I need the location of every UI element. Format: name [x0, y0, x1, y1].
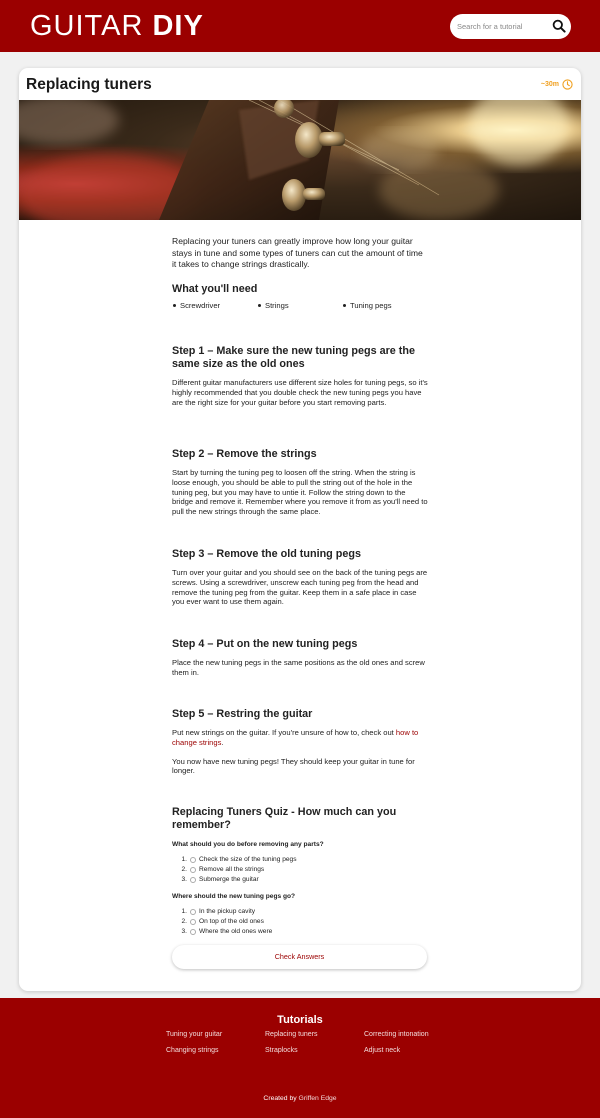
footer-title: Tutorials — [277, 1014, 323, 1026]
quiz-options — [172, 907, 428, 937]
radio-button[interactable] — [190, 877, 196, 883]
step-5 — [172, 708, 428, 776]
radio-button[interactable] — [190, 857, 196, 863]
quiz-option[interactable] — [172, 907, 428, 917]
step-text: Different guitar manufacturers use different size holes for tuning pegs, so it's highly recommended that you double check the new tuning pegs you have are the right size for your guitar before you start removing parts. — [172, 378, 428, 407]
time-estimate-label: ~30m — [540, 81, 559, 88]
site-logo[interactable] — [30, 9, 204, 43]
quiz-heading: Replacing Tuners Quiz - How much can you remember? — [172, 806, 397, 831]
footer-link-correcting-intonation[interactable]: Correcting intonation — [364, 1031, 429, 1038]
list-item: Screwdriver — [172, 301, 257, 310]
radio-button[interactable] — [190, 919, 196, 925]
intro-text: Replacing your tuners can greatly improve how long your guitar stays in tune and some types of tuners can cut the amount of time it takes to change strings drastically. — [172, 236, 423, 269]
site-header — [0, 0, 600, 52]
search-icon[interactable] — [552, 19, 566, 33]
radio-button[interactable] — [190, 867, 196, 873]
option-label: Submerge the guitar — [199, 876, 259, 883]
quiz-option[interactable] — [172, 865, 428, 875]
guitar-headstock-illustration — [19, 100, 581, 220]
search-box — [450, 14, 571, 39]
step-text-after-link: . — [221, 737, 224, 747]
footer-link-adjust-neck[interactable]: Adjust neck — [364, 1047, 401, 1054]
step-text: Place the new tuning pegs in the same positions as the old ones and screw them in. — [172, 658, 425, 677]
option-label: In the pickup cavity — [199, 908, 256, 915]
radio-button[interactable] — [190, 929, 196, 935]
quiz-section — [172, 806, 428, 937]
hero-image — [19, 100, 581, 220]
credit-prefix: Created by — [263, 1095, 299, 1102]
step-heading: Step 4 – Put on the new tuning pegs — [172, 638, 358, 650]
footer-link-changing-strings[interactable]: Changing strings — [166, 1047, 219, 1054]
what-you-need-heading: What you'll need — [172, 282, 258, 295]
author-link[interactable]: Griffen Edge — [298, 1095, 337, 1102]
step-3 — [172, 548, 428, 607]
step-heading: Step 2 – Remove the strings — [172, 448, 317, 460]
quiz-question: What should you do before removing any parts? — [172, 841, 324, 848]
step-heading: Step 1 – Make sure the new tuning pegs are the same size as the old ones — [172, 345, 415, 370]
footer-link-straplocks[interactable]: Straplocks — [265, 1047, 298, 1054]
step-text: Start by turning the tuning peg to loosen off the string. When the string is loose enough, you should be able to pull the string out of the hole in the tuning peg, but you may have to untie it. Follow the string down to the bridge and remove it. Remember where you remove it from as you'll need to pull the new strings through the same place. — [172, 468, 428, 517]
option-label: Where the old ones were — [199, 928, 273, 935]
site-footer — [0, 998, 600, 1118]
search-input[interactable] — [457, 19, 547, 34]
quiz-option[interactable] — [172, 917, 428, 927]
quiz-option[interactable] — [172, 855, 428, 865]
logo-text-bold: DIY — [152, 10, 204, 42]
option-number: 1. — [181, 856, 187, 863]
step-text-before-link: Put new strings on the guitar. If you're unsure of how to, check out — [172, 728, 396, 737]
step-heading: Step 3 – Remove the old tuning pegs — [172, 548, 361, 560]
step-4 — [172, 638, 428, 678]
step-heading: Step 5 – Restring the guitar — [172, 708, 313, 720]
option-number: 2. — [181, 866, 187, 873]
page-title: Replacing tuners — [26, 76, 152, 93]
list-item: Strings — [257, 301, 342, 310]
step-text — [172, 728, 428, 748]
option-label: Check the size of the tuning pegs — [199, 856, 297, 863]
option-number: 3. — [181, 876, 187, 883]
option-number: 2. — [181, 918, 187, 925]
option-number: 3. — [181, 928, 187, 935]
check-answers-button[interactable]: Check Answers — [172, 945, 427, 969]
option-number: 1. — [181, 908, 187, 915]
article-body — [172, 236, 428, 310]
quiz-option[interactable] — [172, 927, 428, 937]
needs-list — [172, 301, 428, 310]
change-strings-link[interactable]: how to change strings — [172, 728, 419, 747]
closing-text: You now have new tuning pegs! They should keep your guitar in tune for longer. — [172, 756, 415, 776]
list-item: Tuning pegs — [342, 301, 427, 310]
radio-button[interactable] — [190, 909, 196, 915]
option-label: Remove all the strings — [199, 866, 265, 873]
time-estimate — [541, 79, 573, 90]
quiz-question: Where should the new tuning pegs go? — [172, 893, 296, 900]
step-text: Turn over your guitar and you should see on the back of the tuning pegs are screws. Using a screwdriver, unscrew each tuning peg from the head and remove the tuning peg from the guitar. Keep them in a safe place in case you ever want to use them again. — [172, 568, 428, 607]
quiz-options — [172, 855, 428, 885]
footer-credit — [0, 1095, 600, 1102]
clock-icon — [562, 79, 573, 90]
quiz-option[interactable] — [172, 875, 428, 885]
step-2 — [172, 448, 428, 517]
footer-link-tuning-your-guitar[interactable]: Tuning your guitar — [166, 1031, 223, 1038]
footer-link-replacing-tuners[interactable]: Replacing tuners — [265, 1031, 318, 1038]
option-label: On top of the old ones — [199, 918, 264, 925]
step-1 — [172, 345, 428, 407]
logo-text-thin: GUITAR — [30, 10, 153, 42]
